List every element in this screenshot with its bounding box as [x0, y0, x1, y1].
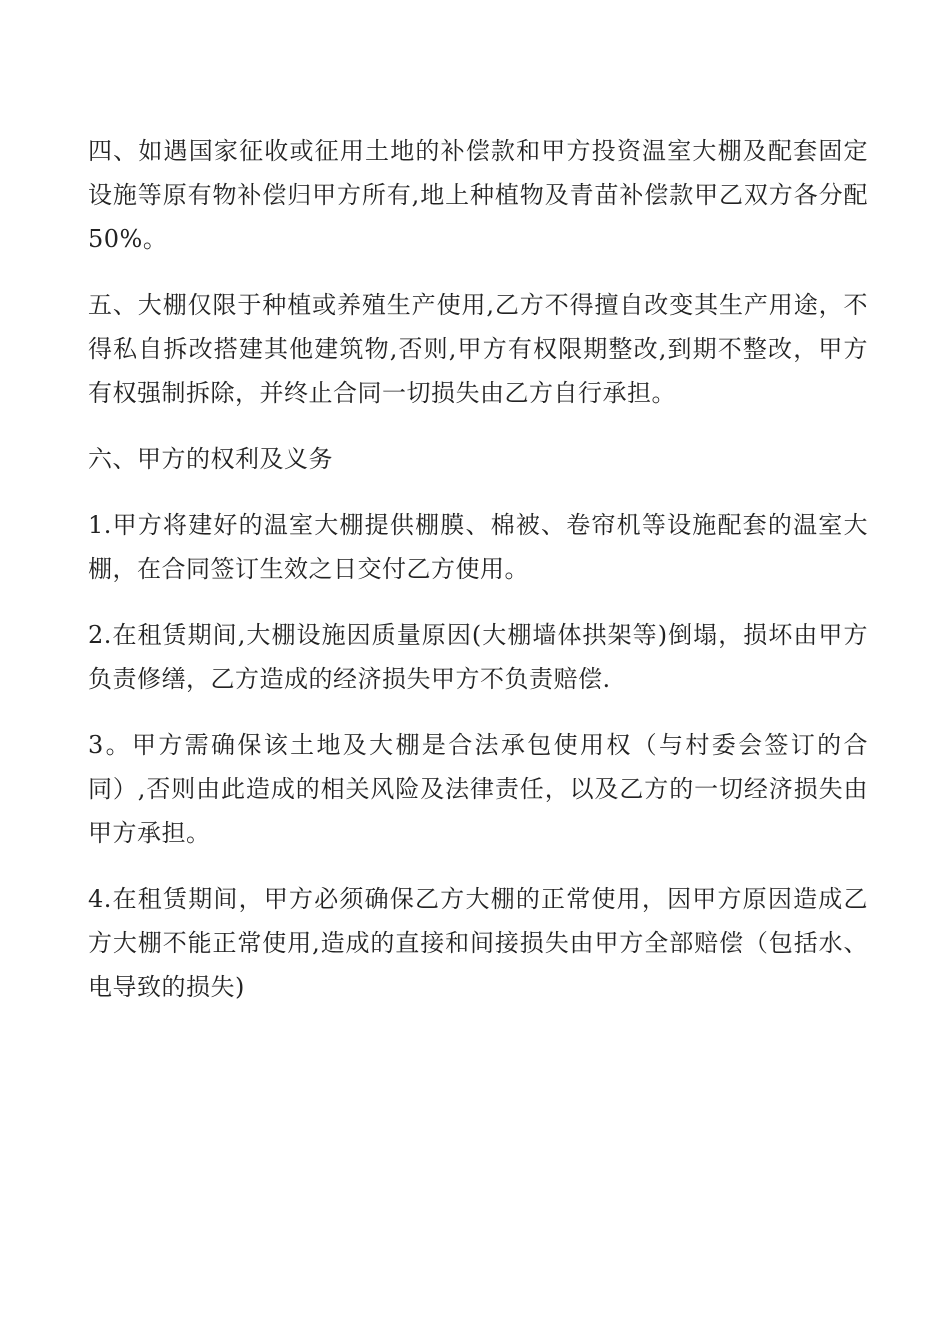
- clause-five: 五、大棚仅限于种植或养殖生产使用,乙方不得擅自改变其生产用途，不得私自拆改搭建其他建筑物,否则,甲方有权限期整改,到期不整改，甲方有权强制拆除，并终止合同一切损失由乙方自行承担。: [88, 291, 868, 407]
- party-a-item-1: 1.甲方将建好的温室大棚提供棚膜、棉被、卷帘机等设施配套的温室大棚，在合同签订生效之日交付乙方使用。: [88, 511, 868, 583]
- party-a-item-2: 2.在租赁期间,大棚设施因质量原因(大棚墙体拱架等)倒塌，损坏由甲方负责修缮，乙方造成的经济损失甲方不负责赔偿.: [88, 621, 868, 693]
- party-a-item-4: 4.在租赁期间，甲方必须确保乙方大棚的正常使用，因甲方原因造成乙方大棚不能正常使用,造成的直接和间接损失由甲方全部赔偿（包括水、电导致的损失): [88, 885, 868, 1001]
- document-body: [88, 129, 868, 1031]
- party-a-item-3: 3。甲方需确保该土地及大棚是合法承包使用权（与村委会签订的合同）,否则由此造成的相关风险及法律责任，以及乙方的一切经济损失由甲方承担。: [88, 731, 868, 847]
- section-heading-party-a-rights: 六、甲方的权利及义务: [88, 445, 333, 473]
- clause-four: 四、如遇国家征收或征用土地的补偿款和甲方投资温室大棚及配套固定设施等原有物补偿归甲方所有,地上种植物及青苗补偿款甲乙双方各分配50%。: [88, 137, 868, 253]
